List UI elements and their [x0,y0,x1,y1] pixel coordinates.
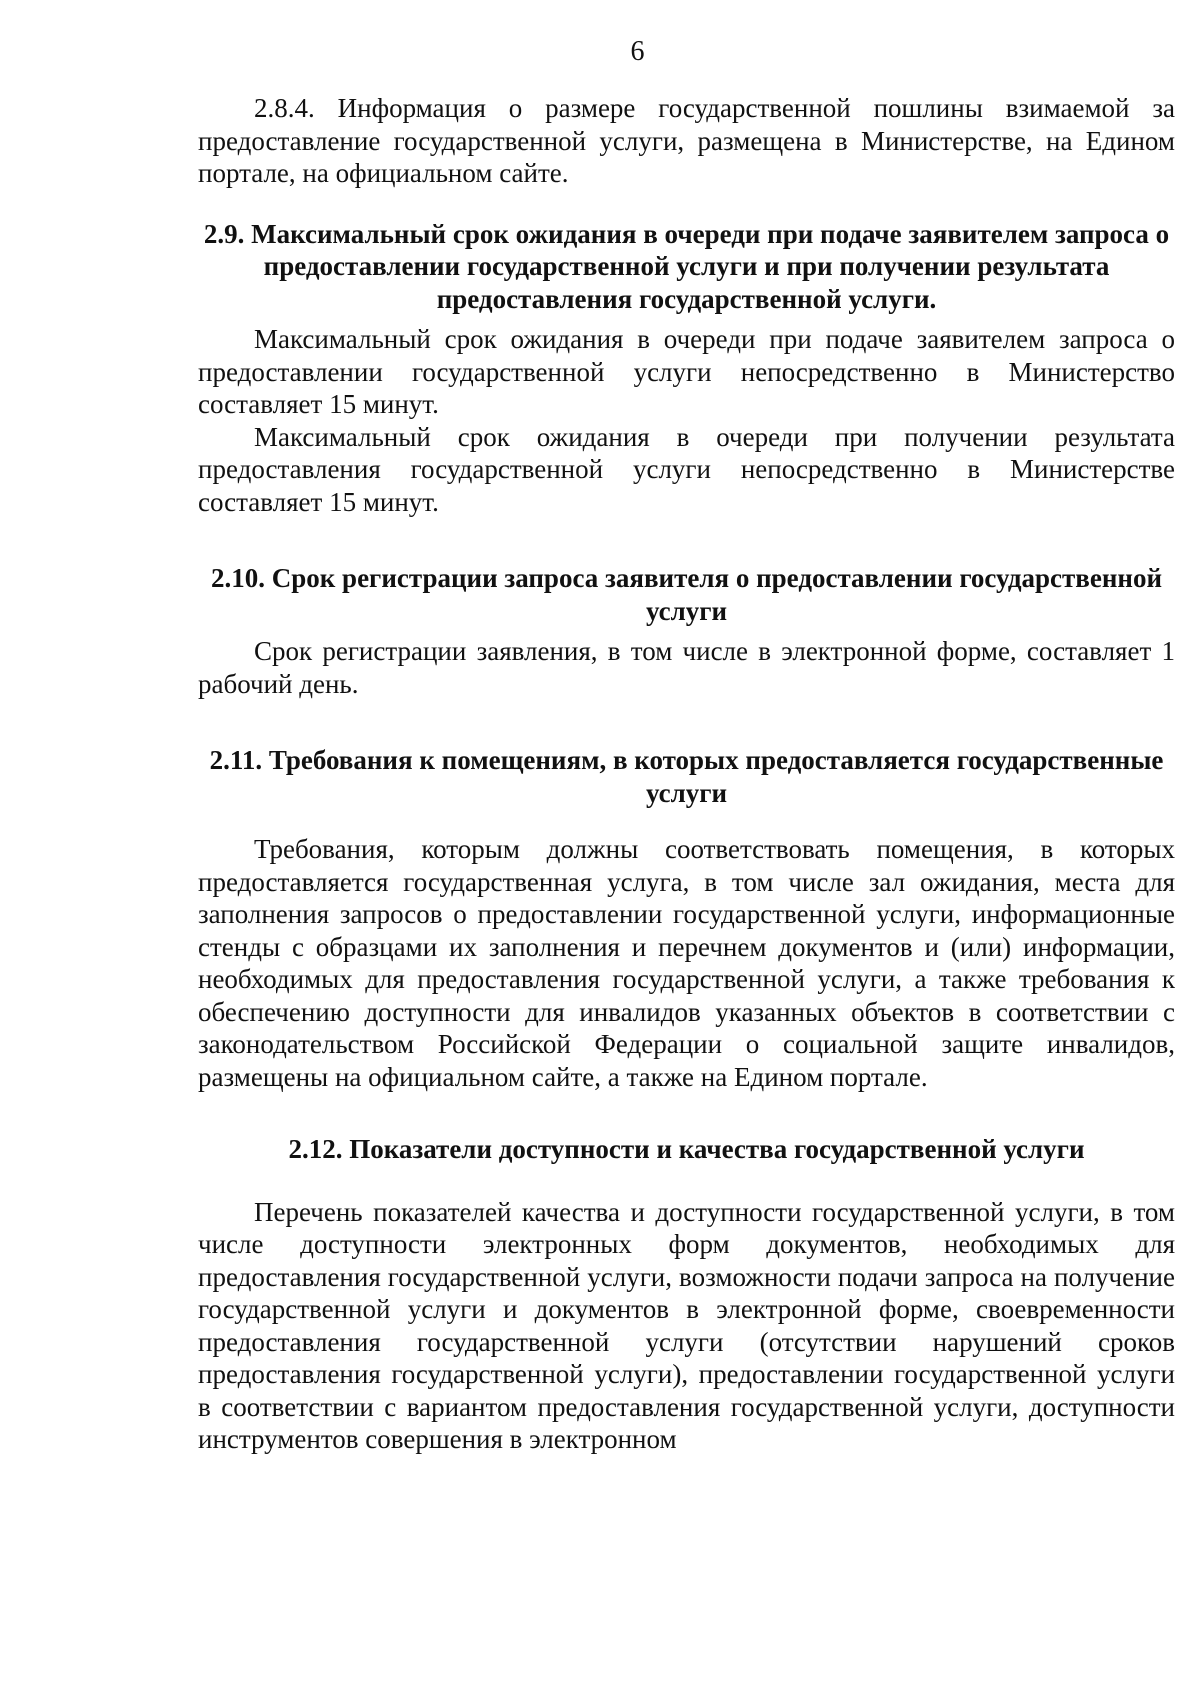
heading-2-11: 2.11. Требования к помещениям, в которых предоставляется государственные услуги [209,745,1164,808]
page-number: 6 [630,36,645,67]
heading-2-12: 2.12. Показатели доступности и качества государственной услуги [288,1134,1085,1164]
paragraph-2-9-queue-result: Максимальный срок ожидания в очереди при получении результата предоставления государственной услуги непосредственно в Министерстве составляет 15 минут. [198,421,1175,517]
paragraph-2-9-queue-submission: Максимальный срок ожидания в очереди при подаче заявителем запроса о предоставлении государственной услуги непосредственно в Министерство составляет 15 минут. [198,324,1175,419]
paragraph-2-8-4: 2.8.4. Информация о размере государственной пошлины взимаемой за предоставление государственной услуги, размещена в Министерстве, на Едином портале, на официальном сайте. [198,93,1175,188]
paragraph-2-10: Срок регистрации заявления, в том числе в электронной форме, составляет 1 рабочий день. [198,636,1175,699]
document-body [198,92,1175,1456]
paragraph-2-12: Перечень показателей качества и доступности государственной услуги, в том числе доступности электронных форм документов, необходимых для предоставления государственной услуги, возможности подачи запроса на получение государственной услуги и документов в электронной форме, своевременности предоставления государственной услуги (отсутствии нарушений сроков предоставления государственной услуги), предоставлении государственной услуги в соответствии с вариантом предоставления государственной услуги, доступности инструментов совершения в электронном [198,1196,1175,1454]
paragraph-2-11: Требования, которым должны соответствовать помещения, в которых предоставляется государственная услуга, в том числе зал ожидания, места для заполнения запросов о предоставлении государственной услуги, информационные стенды с образцами их заполнения и перечнем документов и (или) информации, необходимых для предоставления государственной услуги, а также требования к обеспечению доступности для инвалидов указанных объектов в соответствии с законодательством Российской Федерации о социальной защите инвалидов, размещены на официальном сайте, а также на Едином портале. [198,834,1175,1092]
heading-2-10: 2.10. Срок регистрации запроса заявителя о предоставлении государственной услуги [210,563,1162,626]
heading-2-9: 2.9. Максимальный срок ожидания в очереди при подаче заявителем запроса о предоставлении государственной услуги и при получении результата предоставления государственной услуги. [203,218,1170,314]
